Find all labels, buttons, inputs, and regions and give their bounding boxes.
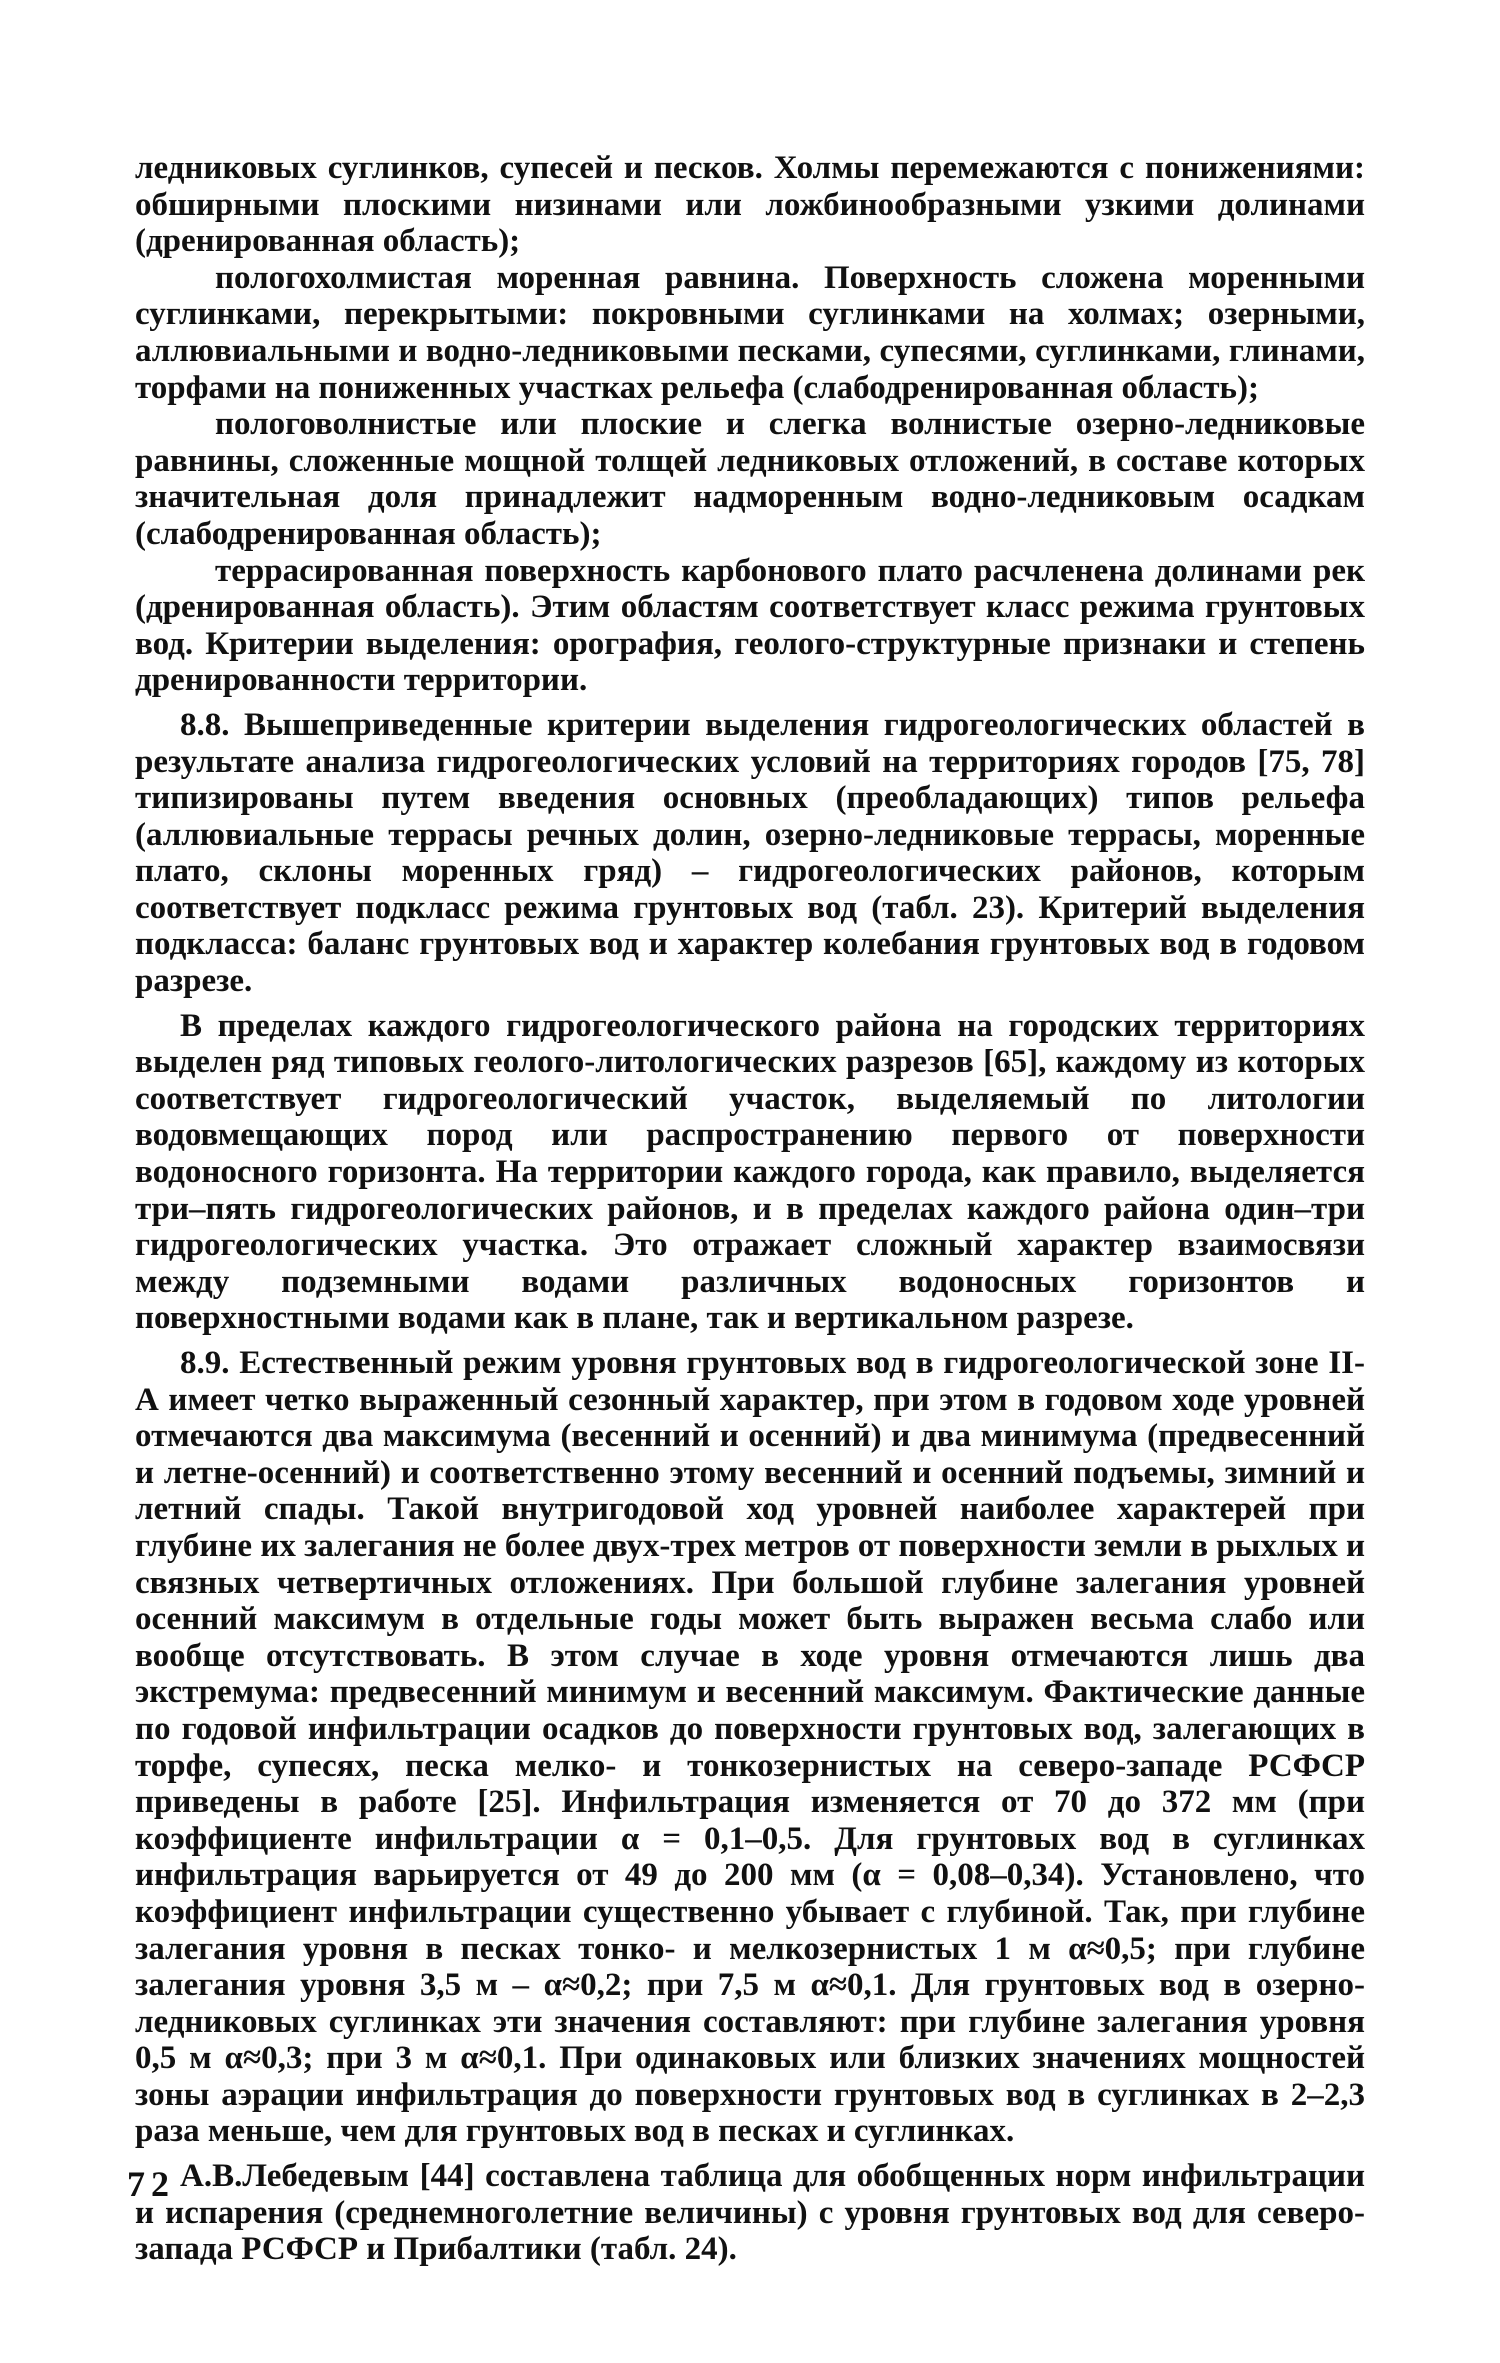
paragraph-hydro-districts: В пределах каждого гидрогеологического района на городских территориях выделен ряд типовых геолого-литологических разрезов [65], каждому из которых соответствует гидрогеологический участок, выделяемый по литологии водовмещающих пород или распространению первого от поверхности водоносного горизонта. На территории каждого города, как правило, выделяется три–пять гидрогеологических районов, и в пределах каждого района один–три гидрогеологических участка. Это отражает сложный характер взаимосвязи между подземными водами различных водоносных горизонтов и поверхностными водами как в плане, так и вертикальном разрезе. [135, 1007, 1365, 1337]
paragraph-carbon-plateau: террасированная поверхность карбонового плато расчленена долинами рек (дренированная область). Этим областям соответствует класс режима грунтовых вод. Критерии выделения: орография, геолого-структурные признаки и степень дренированности территории. [135, 552, 1365, 699]
body-text [135, 150, 1365, 2268]
paragraph-section-8-8: 8.8. Вышеприведенные критерии выделения гидрогеологических областей в результате анализа гидрогеологических условий на территориях городов [75, 78] типизированы путем введения основных (преобладающих) типов рельефа (аллювиальные террасы речных долин, озерно-ледниковые террасы, моренные плато, склоны моренных гряд) – гидрогеологических районов, которым соответствует подкласс режима грунтовых вод (табл. 23). Критерий выделения подкласса: баланс грунтовых вод и характер колебания грунтовых вод в годовом разрезе. [135, 706, 1365, 1000]
page-number: 72 [127, 2164, 175, 2204]
paragraph-moraine-plain: пологохолмистая моренная равнина. Поверхность сложена моренными суглинками, перекрытыми: покровными суглинками на холмах; озерными, аллювиальными и водно-ледниковыми песками, супесями, суглинками, глинами, торфами на пониженных участках рельефа (слабодренированная область); [135, 259, 1365, 406]
paragraph-continuation: ледниковых суглинков, супесей и песков. Холмы перемежаются с понижениями: обширными плоскими низинами или ложбинообразными узкими долинами (дренированная область); [135, 150, 1365, 260]
paragraph-lebedev-table: А.В.Лебедевым [44] составлена таблица для обобщенных норм инфильтрации и испарения (среднемноголетние величины) с уровня грунтовых вод для северо-запада РСФСР и Прибалтики (табл. 24). [135, 2158, 1365, 2268]
paragraph-section-8-9: 8.9. Естественный режим уровня грунтовых вод в гидрогеологической зоне II-А имеет четко выраженный сезонный характер, при этом в годовом ходе уровней отмечаются два максимума (весенний и осенний) и два минимума (предвесенний и летне-осенний) и соответственно этому весенний и осенний подъемы, зимний и летний спады. Такой внутригодовой ход уровней наиболее характерей при глубине их залегания не более двух-трех метров от поверхности земли в рыхлых и связных четвертичных отложениях. При большой глубине залегания уровней осенний максимум в отдельные годы может быть выражен весьма слабо или вообще отсутствовать. В этом случае в ходе уровня отмечаются лишь два экстремума: предвесенний минимум и весенний максимум. Фактические данные по годовой инфильтрации осадков до поверхности грунтовых вод, залегающих в торфе, супесях, песка мелко- и тонкозернистых на северо-западе РСФСР приведены в работе [25]. Инфильтрация изменяется от 70 до 372 мм (при коэффициенте инфильтрации α = 0,1–0,5. Для грунтовых вод в суглинках инфильтрация варьируется от 49 до 200 мм (α = 0,08–0,34). Установлено, что коэффициент инфильтрации существенно убывает с глубиной. Так, при глубине залегания уровня в песках тонко- и мелкозернистых 1 м α≈0,5; при глубине залегания уровня 3,5 м – α≈0,2; при 7,5 м α≈0,1. Для грунтовых вод в озерно-ледниковых суглинках эти значения составляют: при глубине залегания уровня 0,5 м α≈0,3; при 3 м α≈0,1. При одинаковых или близких значениях мощностей зоны аэрации инфильтрация до поверхности грунтовых вод в суглинках в 2–2,3 раза меньше, чем для грунтовых вод в песках и суглинках. [135, 1345, 1365, 2150]
paragraph-lake-glacial-plains: пологоволнистые или плоские и слегка волнистые озерно-ледниковые равнины, сложенные мощной толщей ледниковых отложений, в составе которых значительная доля принадлежит надморенным водно-ледниковым осадкам (слабодренированная область); [135, 406, 1365, 552]
